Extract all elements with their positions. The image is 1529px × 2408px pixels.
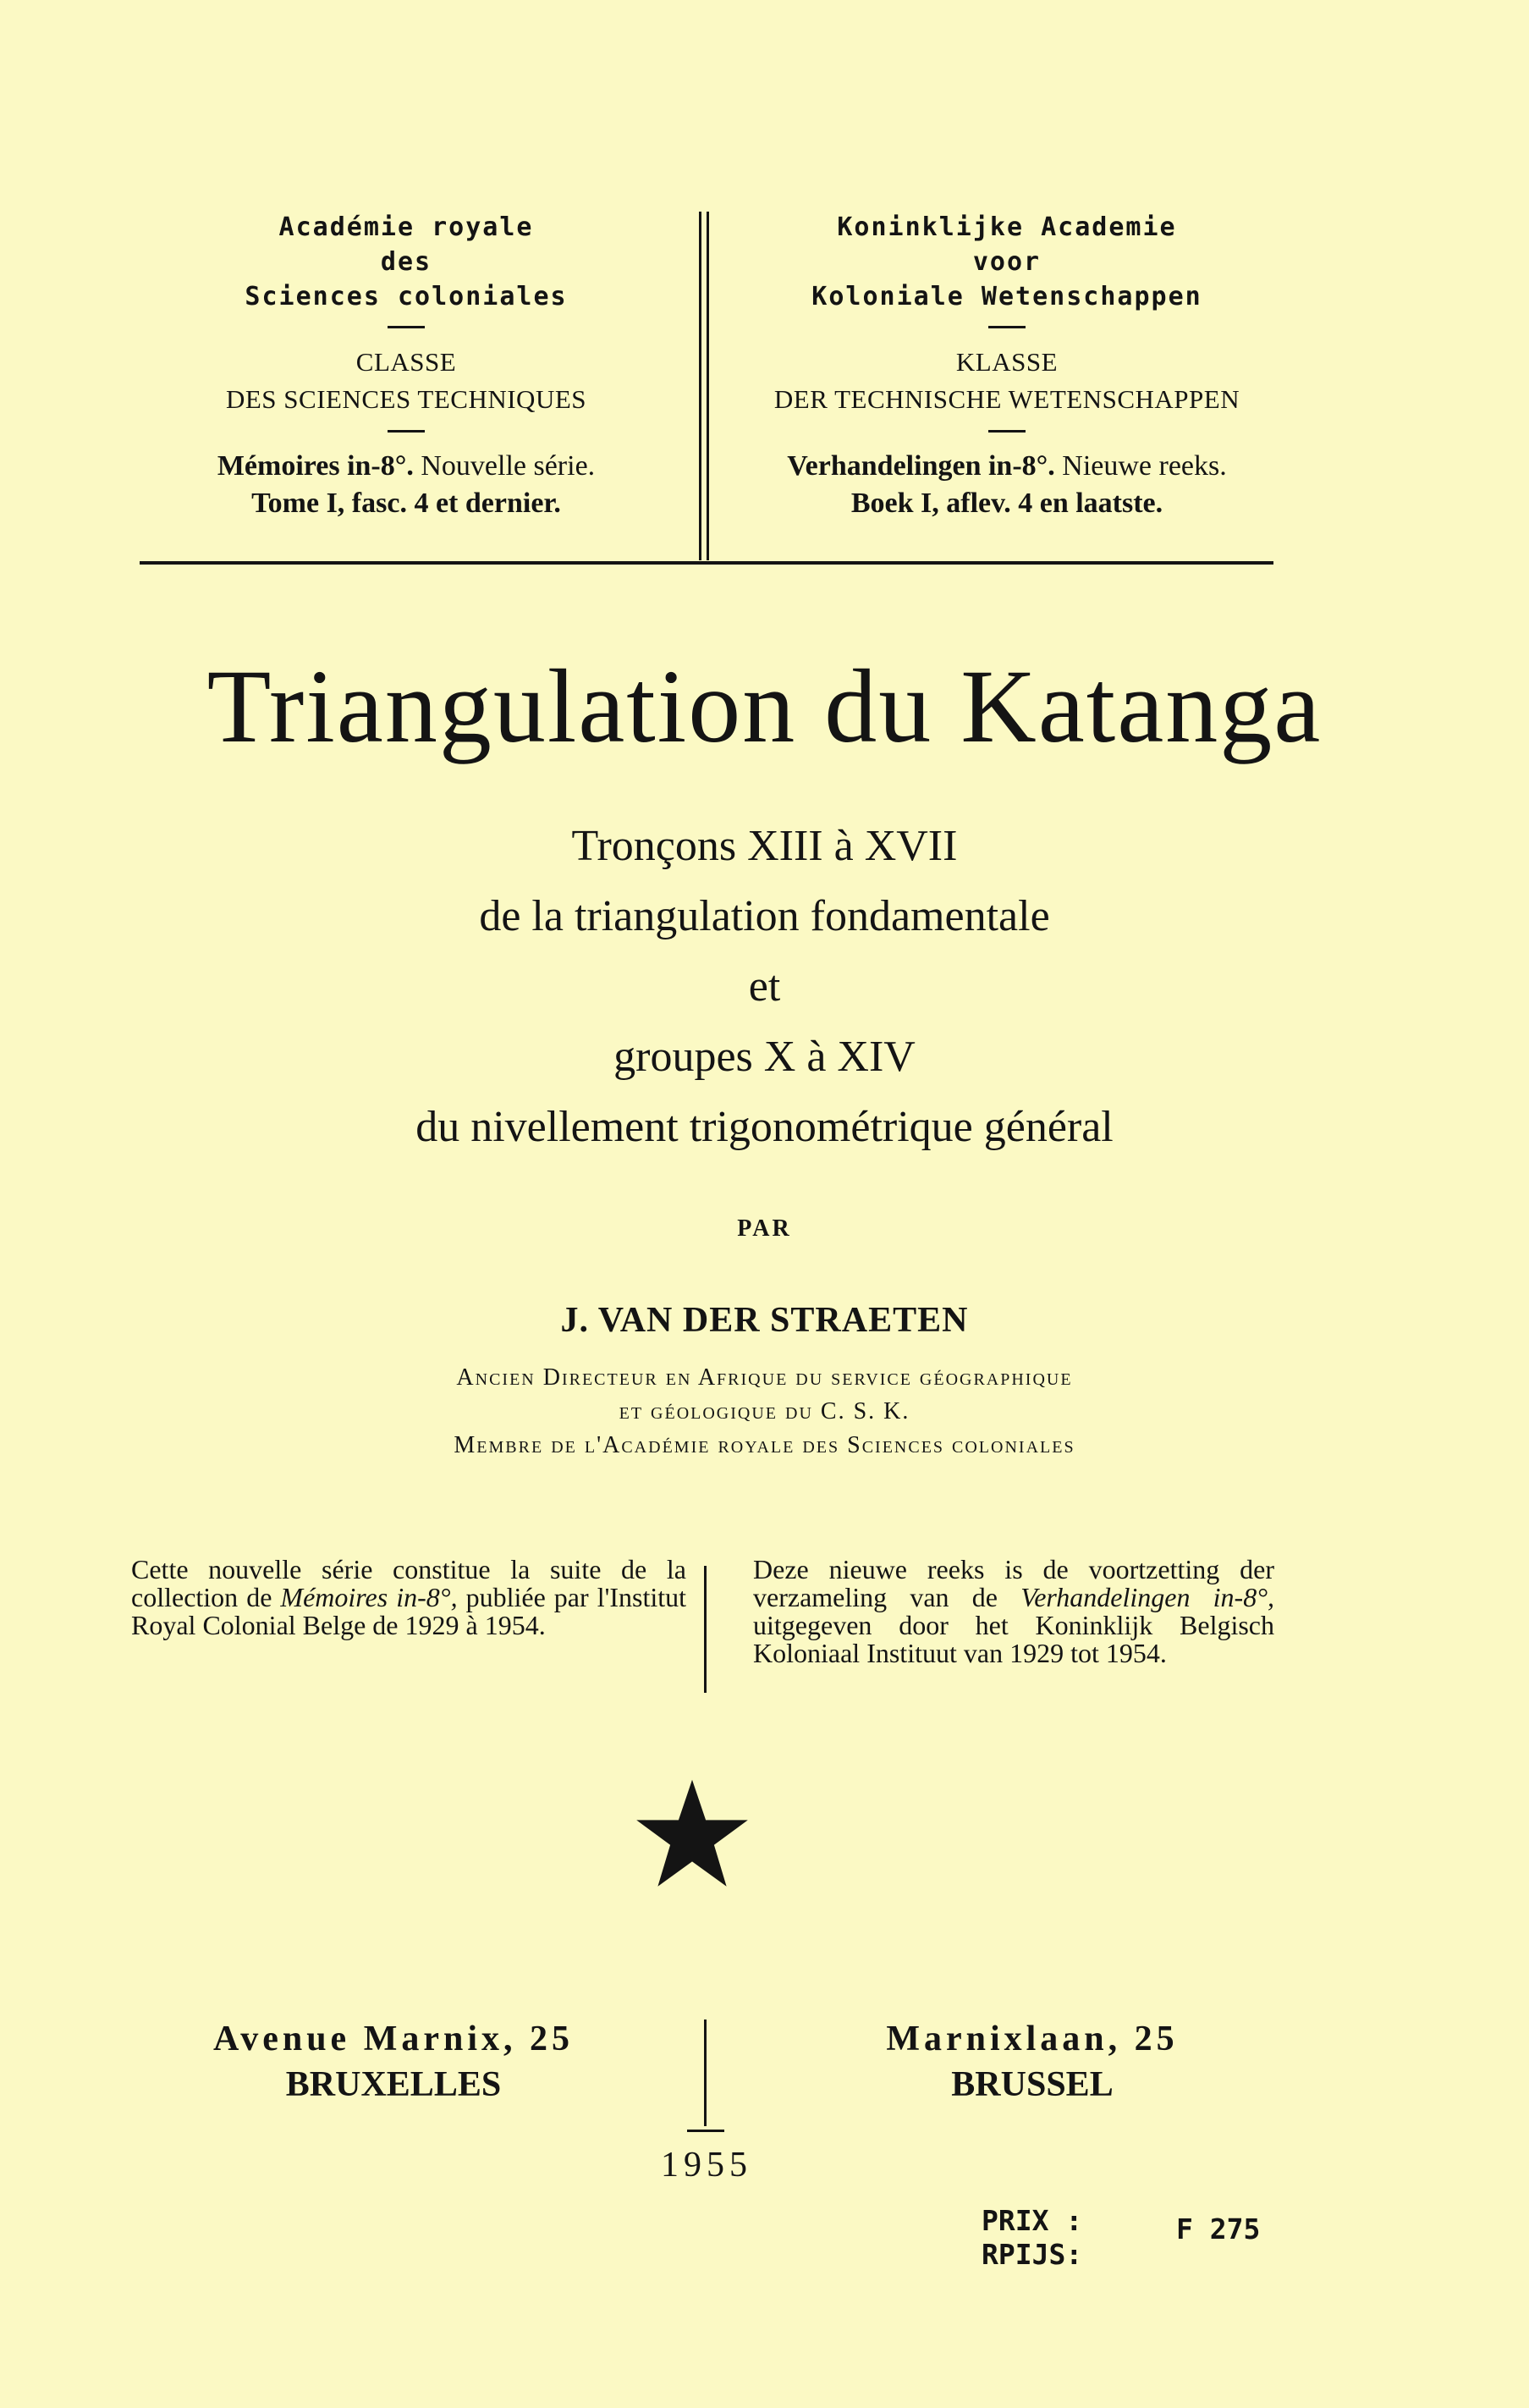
series-info-fr: Mémoires in-8°. Nouvelle série. Tome I, fasc. 4 et dernier. — [217, 450, 596, 519]
class-name-nl: KLASSE DER TECHNISCHE WETENSCHAPPEN — [773, 347, 1240, 414]
by-label: PAR — [737, 1215, 792, 1242]
address-nl: Marnixlaan, 25 BRUSSEL — [886, 2020, 1179, 2104]
series-note-nl: Deze nieuwe reeks is de voortzetting der verzameling van de Verhandelingen in-8°, uitgegeven door het Koninklijk Belgisch Koloniaal Instituut van 1929 tot 1954. — [753, 1554, 1275, 1668]
address-fr: Avenue Marnix, 25 BRUXELLES — [212, 2020, 575, 2104]
subtitle: Tronçons XIII à XVII de la triangulation fondamentale et groupes X à XIV du nivellement trigonométrique général — [415, 822, 1114, 1151]
header-rule — [140, 561, 1273, 565]
academy-name-fr: Académie royale des Sciences coloniales — [245, 212, 568, 311]
author-affiliation: Ancien Directeur en Afrique du service géographique et géologique du C. S. K. Membre de l'Académie royale des Sciences coloniales — [454, 1364, 1075, 1458]
academy-name-nl: Koninklijke Academie voor Koloniale Wetenschappen — [811, 212, 1202, 311]
divider-dash — [988, 326, 1026, 328]
divider-dash — [988, 430, 1026, 433]
year-dash — [687, 2130, 724, 2132]
series-info-nl: Verhandelingen in-8°. Nieuwe reeks. Boek I, aflev. 4 en laatste. — [787, 450, 1227, 519]
divider-dash — [388, 326, 425, 328]
header-left — [152, 210, 660, 522]
page-title: Triangulation du Katanga — [206, 648, 1323, 764]
price-value: F 275 — [1176, 2212, 1261, 2245]
publication-year: 1955 — [661, 2146, 752, 2185]
price-label: PRIX : RPIJS: — [982, 2204, 1083, 2271]
star-icon — [633, 1777, 751, 1896]
series-note-fr: Cette nouvelle série constitue la suite de la collection de Mémoires in-8°, publiée par l'Institut Royal Colonial Belge de 1929 à 1954. — [131, 1554, 687, 1640]
header-divider — [707, 212, 709, 560]
header-divider — [699, 212, 701, 560]
notes-divider — [704, 1566, 707, 1693]
address-divider — [704, 2020, 707, 2126]
header-right — [719, 210, 1295, 522]
author-name: J. VAN DER STRAETEN — [560, 1301, 969, 1340]
divider-dash — [388, 430, 425, 433]
class-name-fr: CLASSE DES SCIENCES TECHNIQUES — [225, 347, 587, 414]
